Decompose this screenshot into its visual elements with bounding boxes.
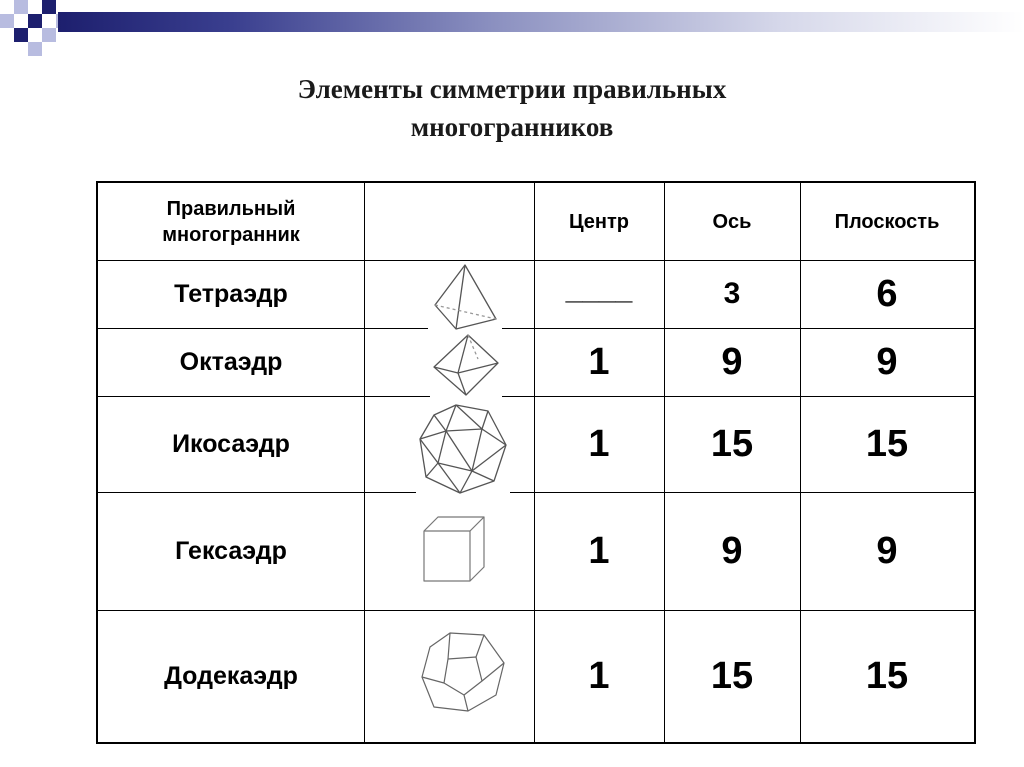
row-axis-octahedron: 9 (721, 340, 743, 383)
hexahedron-icon (420, 513, 490, 585)
slide-title (0, 70, 1024, 146)
row-plane-hexahedron: 9 (876, 529, 898, 572)
row-axis-dodecahedron: 15 (710, 654, 754, 697)
row-center-dodecahedron: 1 (588, 654, 610, 697)
header-center: Центр (568, 210, 630, 233)
header-polyhedron: Правильный многогранник (162, 197, 300, 246)
row-plane-tetrahedron: 6 (876, 272, 898, 315)
tetrahedron-icon (428, 261, 502, 333)
slide-title-line1: Элементы симметрии правильных (297, 74, 727, 104)
row-name-tetrahedron: Тетраэдр (174, 279, 288, 308)
octahedron-icon (430, 333, 502, 399)
row-axis-tetrahedron: 3 (723, 277, 741, 310)
icosahedron-icon (416, 401, 510, 497)
header-axis: Ось (712, 210, 752, 233)
header-gradient-bar (58, 12, 1024, 32)
slide-title-line2: многогранников (410, 112, 614, 142)
header-image (364, 183, 534, 260)
row-name-hexahedron: Гексаэдр (175, 536, 287, 565)
col-divider (364, 183, 365, 742)
dodecahedron-icon (420, 629, 506, 715)
header-plane: Плоскость (834, 210, 940, 233)
row-plane-icosahedron: 15 (865, 422, 909, 465)
row-plane-octahedron: 9 (876, 340, 898, 383)
symmetry-table (96, 181, 976, 744)
row-center-tetrahedron: ____ (565, 273, 633, 306)
row-center-icosahedron: 1 (588, 422, 610, 465)
row-plane-dodecahedron: 15 (865, 654, 909, 697)
row-axis-hexahedron: 9 (721, 529, 743, 572)
row-name-octahedron: Октаэдр (179, 347, 283, 376)
row-center-octahedron: 1 (588, 340, 610, 383)
row-axis-icosahedron: 15 (710, 422, 754, 465)
row-center-hexahedron: 1 (588, 529, 610, 572)
row-name-dodecahedron: Додекаэдр (164, 661, 298, 690)
row-name-icosahedron: Икосаэдр (172, 429, 290, 458)
